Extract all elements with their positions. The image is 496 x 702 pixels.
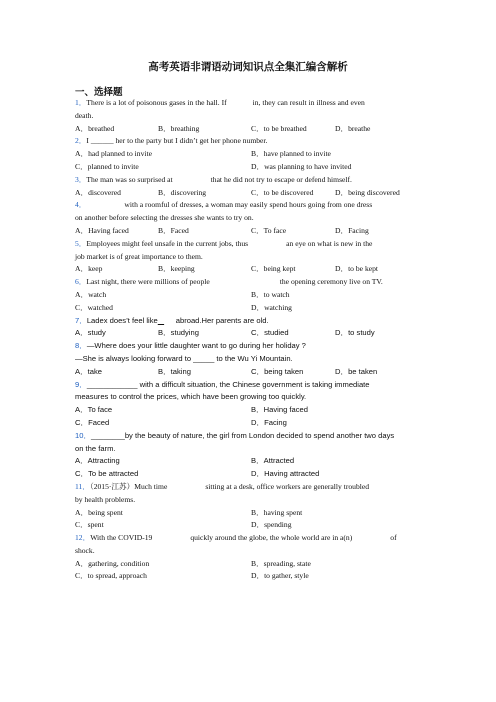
option-c: C．Faced [75, 417, 110, 427]
question-2 [75, 135, 425, 148]
option-b: B．have planned to invite [251, 149, 331, 159]
option-a: A．keep [75, 264, 103, 274]
option-d: D．to gather, style [251, 571, 309, 581]
option-d: D．Facing [335, 225, 369, 235]
option-b: B．taking [158, 366, 191, 376]
options-row [75, 123, 425, 136]
option-d: D．to study [335, 328, 375, 338]
option-a: A．had planned to invite [75, 149, 152, 159]
options-row [75, 289, 425, 302]
option-b: B．keeping [158, 264, 195, 274]
option-c: C．To be attracted [75, 469, 139, 479]
question-number: 9． [75, 379, 87, 389]
question-number: 11． [75, 481, 90, 491]
option-d: D．to be kept [335, 264, 379, 274]
option-b: B．Having faced [251, 405, 308, 415]
options-row [75, 455, 425, 468]
question-8 [75, 340, 425, 353]
option-d: D．being discovered [335, 187, 400, 197]
options-row [75, 263, 425, 276]
options-row [75, 366, 425, 379]
question-text: ________by the beauty of nature, the girl from London decided to spend another two days [91, 430, 395, 440]
options-row [75, 225, 425, 238]
question-text: abroad.Her parents are old. [175, 315, 269, 325]
option-a: A．Having faced [75, 225, 129, 235]
option-c: C．being kept [251, 264, 296, 274]
option-a: A．breathed [75, 123, 115, 133]
question-5 [75, 238, 425, 251]
option-a: A．gathering, condition [75, 558, 150, 568]
option-c: C．watched [75, 302, 113, 312]
question-number: 3． [75, 174, 87, 184]
options-row [75, 302, 425, 315]
question-1 [75, 97, 425, 110]
question-number: 10． [75, 430, 92, 440]
question-7 [75, 315, 425, 328]
question-12 [75, 532, 425, 545]
option-a: A．being spent [75, 507, 123, 517]
question-text: The man was so surprised at [86, 174, 173, 184]
question-text: sitting at a desk, office workers are generally troubled [205, 481, 370, 491]
question-text-continued: on another before selecting the dresses she wants to try on. [75, 213, 254, 223]
option-a: A．Attracting [75, 456, 120, 466]
question-text: with a roomful of dresses, a woman may easily spend hours going from one dress [124, 200, 373, 210]
question-text: Last night, there were millions of people [86, 277, 210, 287]
options-row [75, 404, 425, 417]
question-text-continued: on the farm. [75, 443, 116, 453]
option-d: D．be taken [335, 366, 378, 376]
option-d: D．was planning to have invited [251, 161, 352, 171]
question-text: ____________ with a difficult situation, the Chinese government is taking immediate [86, 379, 370, 389]
question-6 [75, 276, 425, 289]
option-b: B．having spent [251, 507, 303, 517]
option-a: A．watch [75, 289, 107, 299]
question-text: （2015·江苏）Much time [89, 481, 168, 491]
question-text: There is a lot of poisonous gases in the hall. If [86, 98, 227, 107]
question-4 [75, 199, 425, 212]
option-c: C．to be discovered [251, 187, 314, 197]
question-list [75, 97, 425, 583]
option-d: D．Facing [251, 417, 287, 427]
question-text: of [390, 533, 397, 543]
options-row [75, 417, 425, 430]
question-text: quickly around the globe, the whole world are in a(n) [190, 533, 353, 543]
option-c: C．To face [251, 225, 287, 235]
options-row [75, 327, 425, 340]
question-number: 4． [75, 200, 87, 210]
question-number: 6． [75, 277, 87, 287]
question-text: —Where does your little daughter want to go during her holiday ? [86, 341, 306, 351]
option-c: C．being taken [251, 366, 304, 376]
answer-blank [158, 315, 176, 328]
option-b: B．Faced [158, 225, 189, 235]
question-text-continued: —She is always looking forward to _____ to the Wu Yi Mountain. [75, 353, 293, 363]
page-title: 高考英语非谓语动词知识点全集汇编含解析 [148, 61, 348, 73]
option-c: C．planned to invite [75, 161, 139, 171]
question-number: 5． [75, 238, 87, 248]
question-11 [75, 481, 425, 494]
option-a: A．take [75, 366, 103, 376]
question-text: an eye on what is new in the [286, 238, 373, 248]
option-b: B．studying [158, 328, 199, 338]
option-b: B．to watch [251, 289, 290, 299]
options-row [75, 187, 425, 200]
question-number: 7． [75, 315, 87, 325]
option-b: B．breathing [158, 123, 200, 133]
option-b: B．spreading, state [251, 558, 311, 568]
question-text: Employees might feel unsafe in the current jobs, thus [86, 238, 249, 248]
question-3 [75, 174, 425, 187]
question-number: 8． [75, 341, 87, 351]
question-text: the opening ceremony live on TV. [279, 277, 383, 287]
options-row [75, 507, 425, 520]
question-number: 1． [75, 98, 87, 107]
option-a: A．study [75, 328, 106, 338]
option-d: D．breathe [335, 123, 371, 133]
question-9 [75, 379, 425, 392]
question-text-continued: shock. [75, 545, 95, 555]
section-heading: 一、选择题 [75, 87, 123, 98]
option-c: C．to be breathed [251, 123, 307, 133]
options-row [75, 161, 425, 174]
question-text-continued: death. [75, 110, 94, 120]
question-text-continued: by health problems. [75, 494, 136, 504]
option-c: C．studied [251, 328, 289, 338]
option-c: C．spent [75, 520, 104, 530]
options-row [75, 519, 425, 532]
option-a: A．To face [75, 405, 113, 415]
question-text: in, they can result in illness and even [252, 98, 365, 107]
question-text: I ______ her to the party but I didn’t get her phone number. [86, 136, 268, 146]
option-b: B．discovering [158, 187, 207, 197]
options-row [75, 148, 425, 161]
question-number: 2． [75, 136, 87, 146]
question-text-continued: job market is of great importance to them. [75, 251, 203, 261]
options-row [75, 558, 425, 571]
question-text: With the COVID-19 [90, 533, 153, 543]
option-d: D．Having attracted [251, 469, 320, 479]
question-text: that he did not try to escape or defend himself. [210, 174, 352, 184]
option-c: C．to spread, approach [75, 571, 147, 581]
options-row [75, 570, 425, 583]
option-b: B．Attracted [251, 456, 295, 466]
question-text: Ladex does’t feel like [86, 315, 158, 325]
question-text-continued: measures to control the prices, which have been growing too quickly. [75, 392, 307, 402]
option-d: D．watching [251, 302, 292, 312]
question-10 [75, 430, 425, 443]
options-row [75, 468, 425, 481]
option-d: D．spending [251, 520, 292, 530]
option-a: A．discovered [75, 187, 121, 197]
question-number: 12． [75, 533, 91, 543]
